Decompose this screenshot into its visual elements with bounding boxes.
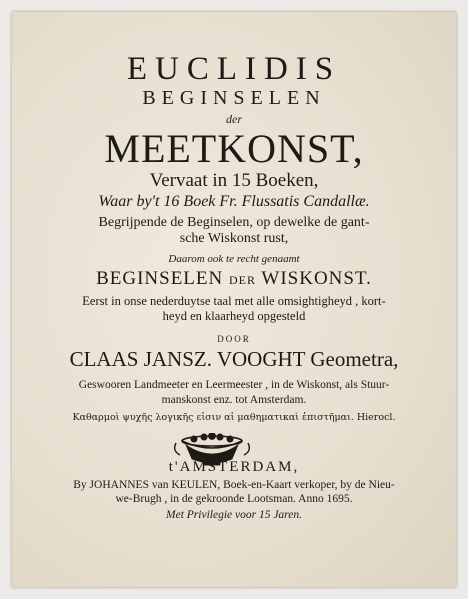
imprint-line-2: we-Brugh , in de gekroonde Lootsman. Anno 1695. (115, 493, 353, 505)
subtitle-waar: Waar by't 16 Boek Fr. Flussatis Candallæ. (98, 193, 370, 210)
author-title-line-1: Geswooren Landmeeter en Leermeester , in de Wiskonst, als Stuur- (78, 379, 390, 391)
title-page (12, 12, 456, 587)
door-line: DOOR (217, 334, 251, 344)
wiskonst-part-3: WISKONST. (255, 268, 372, 289)
title-euclidis: EUCLIDIS (126, 51, 342, 87)
wiskonst-part-1: BEGINSELEN (96, 268, 229, 289)
author-title-line-2: manskonst enz. tot Amsterdam. (161, 394, 307, 406)
beginselen-der-wiskonst (12, 268, 456, 290)
eerst-line-2: heyd en klaarheyd opgesteld (162, 309, 306, 323)
subtitle-vervaat: Vervaat in 15 Boeken, (149, 170, 319, 191)
daarom-line: Daarom ook te recht genaamt (168, 253, 300, 265)
privilege-line: Met Privilegie voor 15 Jaren. (166, 509, 302, 521)
wiskonst-part-2: DER (228, 273, 256, 287)
greek-quote: Καθαρμοὶ ψυχῆς λογικῆς εἰσιν αἱ μαθηματικαὶ ἐπιστῆμαι. Hierocl. (72, 412, 396, 423)
description-line-1: Begrijpende de Beginselen, op dewelke de gant- (98, 215, 370, 230)
title-der: der (226, 112, 242, 126)
description-line-2: sche Wiskonst rust, (179, 231, 289, 246)
title-meetkonst: MEETKONST, (104, 126, 364, 171)
title-beginselen: BEGINSELEN (142, 87, 326, 109)
author-name: CLAAS JANSZ. VOOGHT Geometra, (69, 347, 399, 371)
eerst-line-1: Eerst in onse nederduytse taal met alle omsightigheyd , kort- (82, 294, 386, 308)
imprint-city: t'AMSTERDAM, (168, 459, 300, 475)
imprint-line-1: By JOHANNES van KEULEN, Boek-en-Kaart verkoper, by de Nieu- (73, 479, 395, 491)
